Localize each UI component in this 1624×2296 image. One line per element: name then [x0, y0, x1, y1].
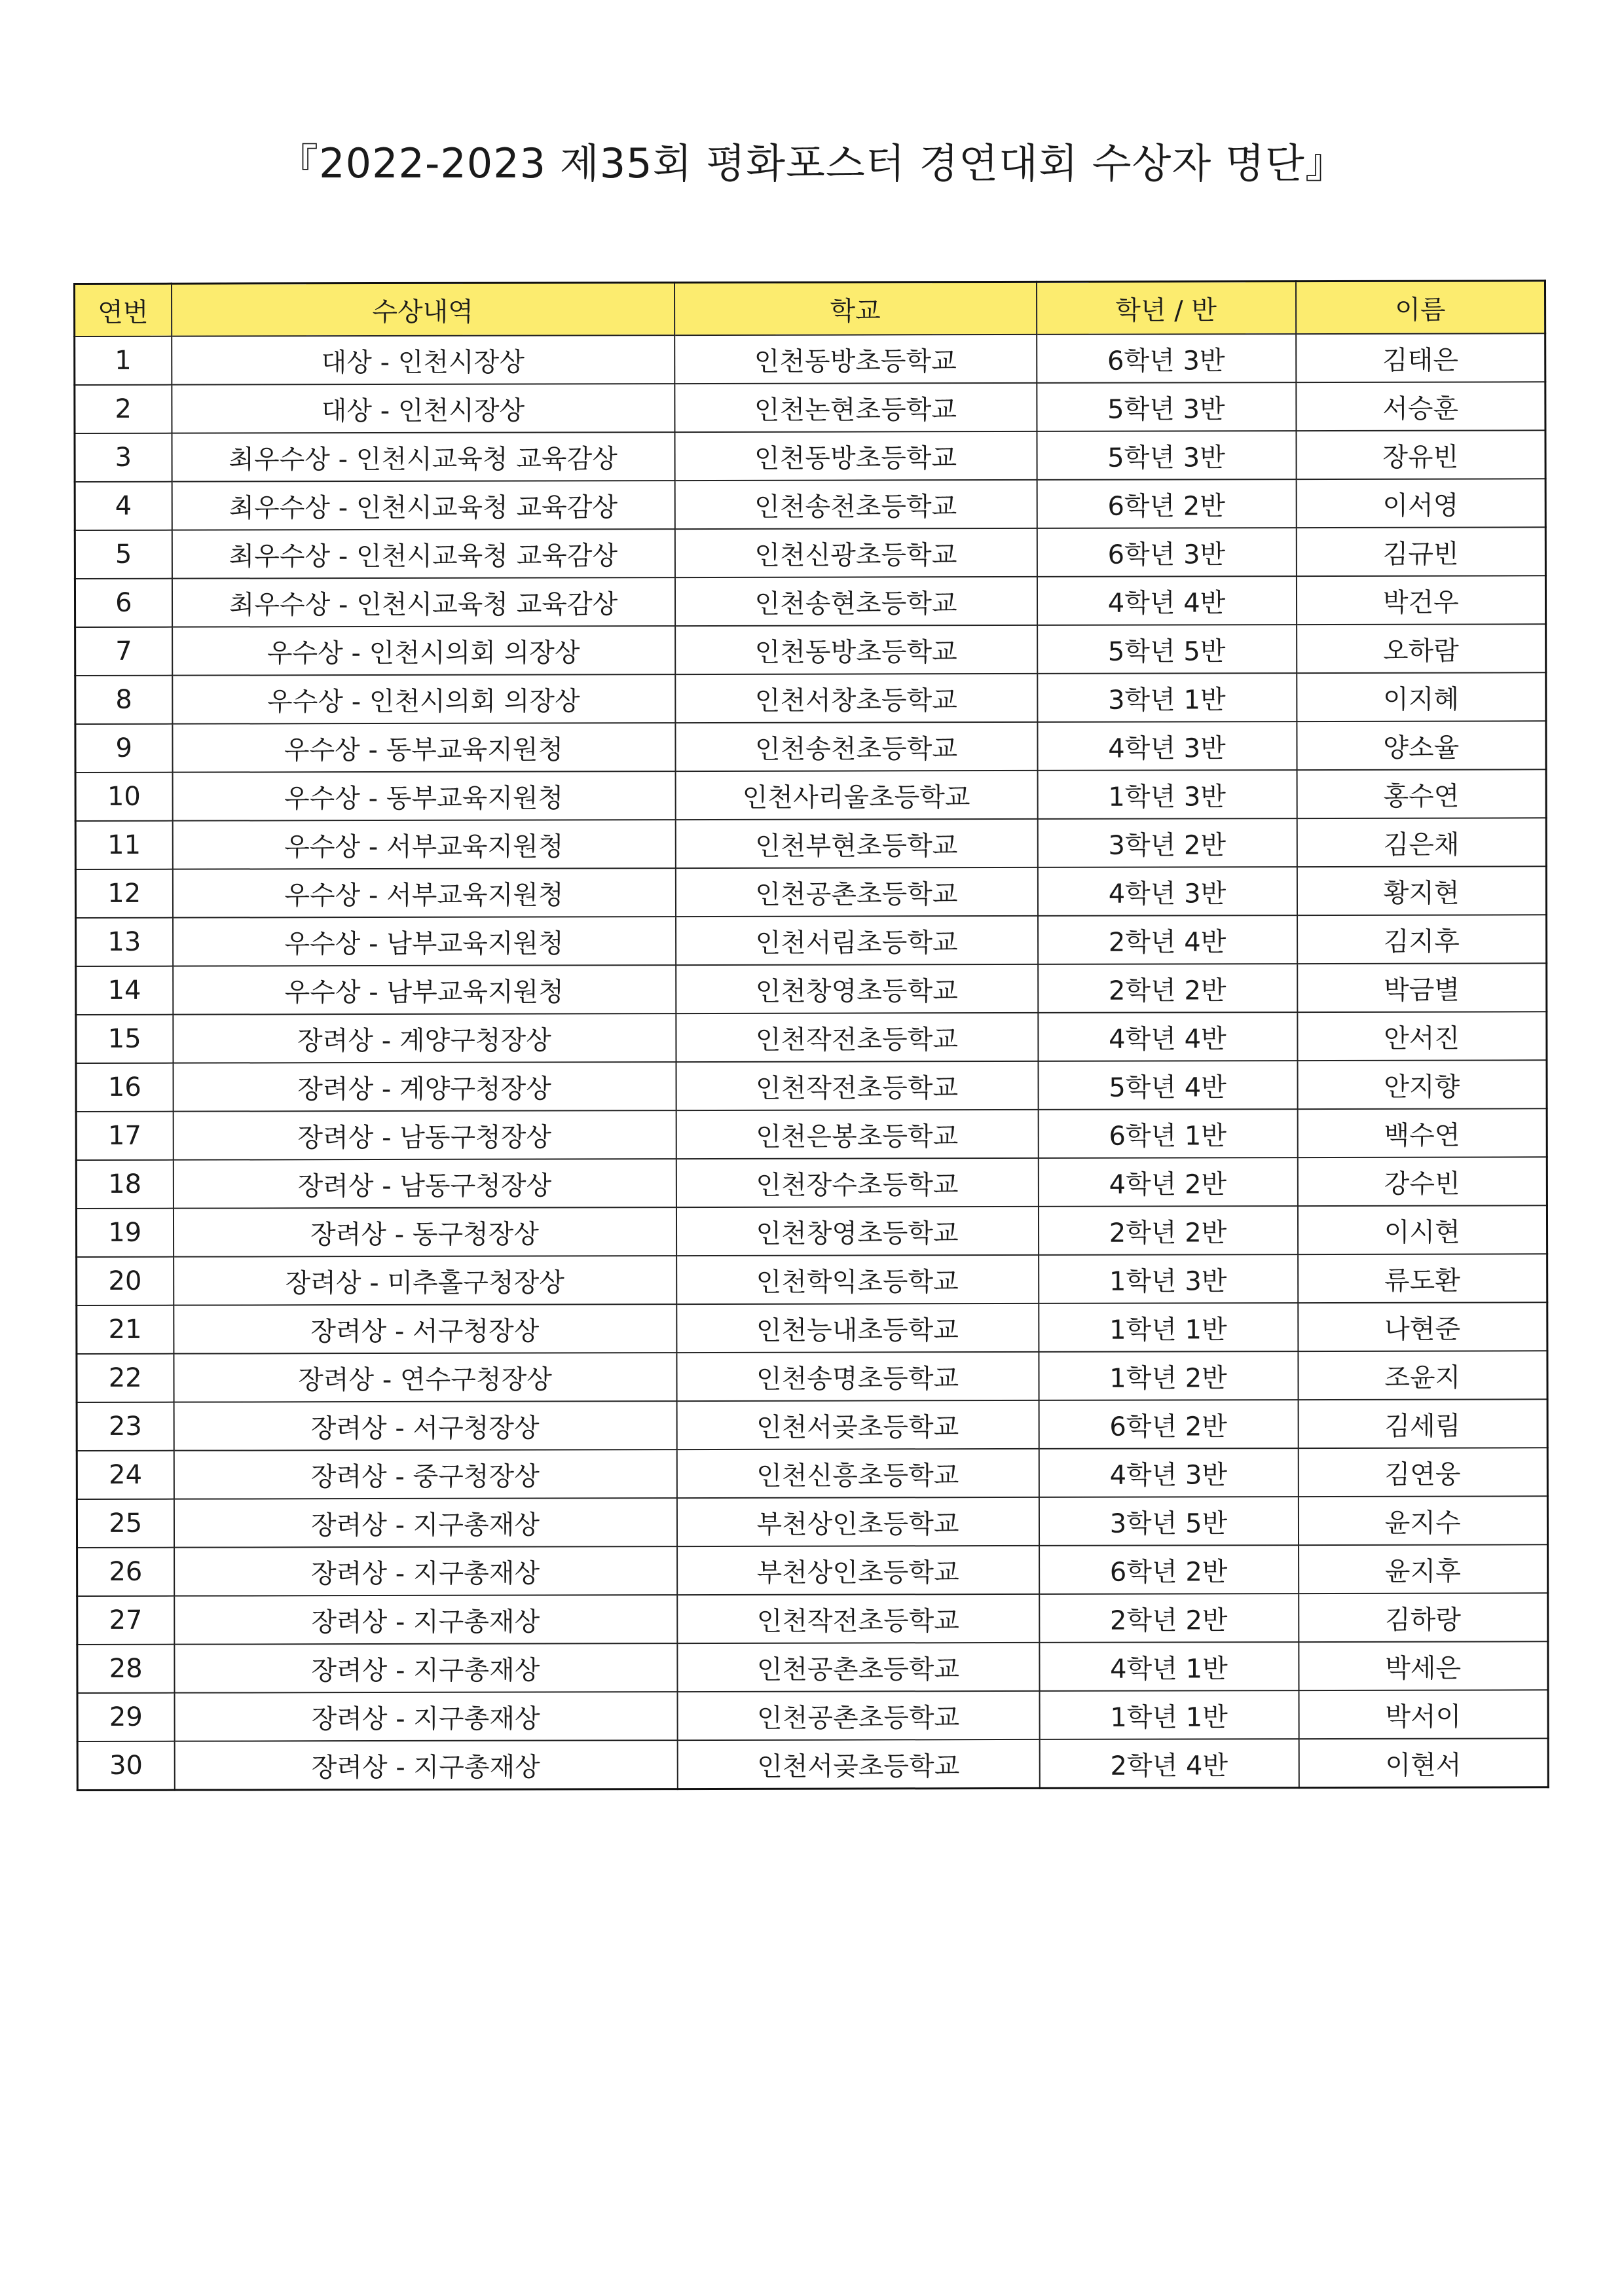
row-number: 12: [75, 869, 172, 918]
school-cell: 인천능내초등학교: [676, 1303, 1039, 1353]
table-row: [75, 333, 1545, 385]
grade-class-cell: 6학년 3반: [1037, 334, 1296, 383]
table-row: [75, 527, 1545, 579]
grade-class-cell: 4학년 1반: [1039, 1642, 1299, 1691]
grade-class-cell: 5학년 3반: [1037, 382, 1296, 431]
row-number: 9: [75, 724, 172, 773]
grade-class-cell: 2학년 2반: [1039, 1594, 1299, 1643]
table-row: [76, 963, 1547, 1015]
name-cell: 이서영: [1296, 479, 1545, 528]
school-cell: 인천학익초등학교: [676, 1255, 1039, 1304]
row-number: 23: [77, 1402, 174, 1451]
column-header-grade-class: 학년 / 반: [1036, 282, 1295, 335]
award-cell: 장려상 - 지구총재상: [174, 1740, 677, 1790]
name-cell: 조윤지: [1298, 1351, 1547, 1400]
table-row: [75, 430, 1545, 482]
name-cell: 장유빈: [1296, 430, 1545, 479]
grade-class-cell: 2학년 4반: [1038, 915, 1297, 964]
grade-class-cell: 6학년 2반: [1039, 1545, 1299, 1594]
school-cell: 부천상인초등학교: [676, 1497, 1039, 1546]
school-cell: 인천창영초등학교: [676, 964, 1038, 1013]
school-cell: 인천송천초등학교: [674, 480, 1037, 529]
name-cell: 박세은: [1299, 1641, 1548, 1690]
column-header-school: 학교: [674, 282, 1037, 335]
grade-class-cell: 4학년 3반: [1037, 721, 1297, 771]
grade-class-cell: 6학년 2반: [1039, 1400, 1298, 1449]
grade-class-cell: 4학년 3반: [1039, 1448, 1298, 1497]
name-cell: 안서진: [1297, 1011, 1547, 1061]
table-row: [75, 866, 1546, 918]
table-row: [77, 1254, 1547, 1305]
table-row: [76, 1205, 1547, 1257]
award-cell: 우수상 - 동부교육지원청: [172, 723, 675, 773]
page-title: 『2022-2023 제35회 평화포스터 경연대회 수상자 명단』: [278, 139, 1346, 187]
row-number: 10: [75, 773, 172, 821]
table-row: [76, 915, 1547, 966]
table-row: [77, 1399, 1547, 1451]
award-cell: 장려상 - 미추홀구청장상: [174, 1256, 676, 1305]
award-cell: 최우수상 - 인천시교육청 교육감상: [172, 577, 674, 627]
table-row: [75, 818, 1546, 869]
school-cell: 부천상인초등학교: [677, 1546, 1039, 1595]
grade-class-cell: 4학년 3반: [1037, 867, 1297, 916]
name-cell: 황지현: [1297, 866, 1546, 915]
row-number: 19: [76, 1209, 173, 1257]
school-cell: 인천사리울초등학교: [675, 771, 1037, 820]
school-cell: 인천작전초등학교: [677, 1594, 1039, 1643]
school-cell: 인천서곶초등학교: [676, 1400, 1039, 1449]
table-row: [75, 479, 1545, 530]
row-number: 30: [77, 1741, 174, 1791]
name-cell: 윤지후: [1299, 1544, 1548, 1594]
school-cell: 인천장수초등학교: [676, 1158, 1038, 1207]
award-cell: 장려상 - 계양구청장상: [173, 1013, 676, 1063]
table-header-row: [75, 281, 1545, 337]
grade-class-cell: 6학년 1반: [1038, 1109, 1297, 1158]
grade-class-cell: 5학년 4반: [1038, 1061, 1297, 1110]
award-cell: 장려상 - 동구청장상: [173, 1207, 676, 1257]
table-row: [76, 1157, 1547, 1209]
award-cell: 장려상 - 지구총재상: [174, 1692, 677, 1741]
name-cell: 윤지수: [1298, 1496, 1547, 1545]
name-cell: 안지향: [1297, 1060, 1547, 1109]
table-row: [76, 1108, 1547, 1160]
award-cell: 장려상 - 남동구청장상: [173, 1159, 676, 1209]
school-cell: 인천송현초등학교: [674, 577, 1037, 626]
grade-class-cell: 4학년 4반: [1038, 1012, 1297, 1061]
school-cell: 인천동방초등학교: [674, 335, 1037, 384]
name-cell: 김연웅: [1298, 1448, 1547, 1497]
school-cell: 인천동방초등학교: [675, 625, 1037, 674]
table-row: [77, 1351, 1547, 1402]
row-number: 25: [77, 1499, 174, 1548]
grade-class-cell: 1학년 2반: [1039, 1351, 1298, 1400]
table-row: [77, 1593, 1548, 1645]
school-cell: 인천공촌초등학교: [677, 1643, 1039, 1692]
name-cell: 김은채: [1297, 818, 1546, 867]
school-cell: 인천송명초등학교: [676, 1352, 1039, 1401]
grade-class-cell: 2학년 2반: [1038, 1206, 1297, 1255]
school-cell: 인천서창초등학교: [675, 674, 1037, 723]
school-cell: 인천공촌초등학교: [677, 1691, 1039, 1740]
row-number: 14: [76, 966, 173, 1015]
award-cell: 우수상 - 남부교육지원청: [173, 917, 676, 966]
row-number: 1: [75, 337, 172, 385]
grade-class-cell: 3학년 1반: [1037, 673, 1297, 722]
award-cell: 장려상 - 서구청장상: [174, 1304, 676, 1354]
award-cell: 우수상 - 서부교육지원청: [172, 868, 675, 918]
grade-class-cell: 1학년 1반: [1039, 1690, 1299, 1740]
school-cell: 인천동방초등학교: [674, 431, 1037, 481]
row-number: 4: [75, 482, 172, 530]
table-row: [77, 1738, 1548, 1790]
grade-class-cell: 4학년 2반: [1038, 1157, 1297, 1207]
table-row: [77, 1448, 1547, 1499]
table-row: [75, 624, 1546, 676]
table-row: [76, 1060, 1547, 1112]
row-number: 26: [77, 1548, 174, 1596]
school-cell: 인천논현초등학교: [674, 383, 1037, 432]
table-row: [77, 1544, 1548, 1596]
award-cell: 장려상 - 지구총재상: [174, 1546, 677, 1596]
name-cell: 양소율: [1297, 721, 1546, 770]
award-cell: 최우수상 - 인천시교육청 교육감상: [172, 432, 674, 482]
name-cell: 류도환: [1298, 1254, 1547, 1303]
name-cell: 박건우: [1296, 575, 1545, 625]
grade-class-cell: 5학년 3반: [1037, 431, 1296, 480]
column-header-award: 수상내역: [172, 283, 674, 337]
row-number: 2: [75, 385, 172, 433]
table-row: [77, 1690, 1548, 1741]
name-cell: 이지혜: [1297, 672, 1546, 721]
grade-class-cell: 5학년 5반: [1037, 625, 1297, 674]
award-cell: 장려상 - 지구총재상: [174, 1643, 677, 1693]
award-cell: 최우수상 - 인천시교육청 교육감상: [172, 529, 674, 579]
name-cell: 이현서: [1299, 1738, 1548, 1787]
name-cell: 나현준: [1298, 1302, 1547, 1351]
column-header-no: 연번: [75, 283, 172, 337]
school-cell: 인천송천초등학교: [675, 722, 1037, 771]
award-cell: 우수상 - 남부교육지원청: [173, 965, 676, 1015]
name-cell: 홍수연: [1297, 769, 1546, 818]
school-cell: 인천부현초등학교: [675, 819, 1037, 868]
name-cell: 김지후: [1297, 915, 1547, 964]
grade-class-cell: 6학년 3반: [1037, 528, 1296, 577]
row-number: 24: [77, 1451, 174, 1499]
award-cell: 최우수상 - 인천시교육청 교육감상: [172, 481, 674, 530]
school-cell: 인천공촌초등학교: [675, 867, 1037, 917]
name-cell: 김세림: [1298, 1399, 1547, 1448]
table-row: [77, 1496, 1547, 1548]
award-cell: 장려상 - 남동구청장상: [173, 1110, 676, 1160]
table-body: [75, 333, 1549, 1790]
name-cell: 이시현: [1297, 1205, 1547, 1254]
award-cell: 장려상 - 연수구청장상: [174, 1353, 676, 1402]
award-cell: 장려상 - 서구청장상: [174, 1401, 676, 1451]
grade-class-cell: 6학년 2반: [1037, 479, 1296, 528]
grade-class-cell: 2학년 4반: [1039, 1739, 1299, 1788]
award-cell: 장려상 - 계양구청장상: [173, 1062, 676, 1112]
row-number: 6: [75, 579, 172, 627]
row-number: 11: [75, 821, 172, 869]
row-number: 22: [77, 1354, 174, 1402]
award-cell: 장려상 - 지구총재상: [174, 1595, 677, 1645]
award-cell: 대상 - 인천시장상: [172, 335, 674, 385]
awards-table: [73, 280, 1549, 1791]
award-cell: 장려상 - 지구총재상: [174, 1498, 676, 1548]
row-number: 15: [76, 1015, 173, 1063]
award-cell: 장려상 - 중구청장상: [174, 1449, 676, 1499]
school-cell: 인천은봉초등학교: [676, 1110, 1038, 1159]
table-row: [75, 672, 1546, 724]
row-number: 21: [77, 1305, 174, 1354]
school-cell: 인천작전초등학교: [676, 1061, 1038, 1110]
table-row: [77, 1302, 1547, 1354]
row-number: 7: [75, 627, 172, 676]
grade-class-cell: 2학년 2반: [1038, 964, 1297, 1013]
name-cell: 박서이: [1299, 1690, 1548, 1739]
award-cell: 우수상 - 동부교육지원청: [172, 771, 675, 821]
row-number: 13: [76, 918, 173, 966]
name-cell: 박금별: [1297, 963, 1547, 1012]
row-number: 16: [76, 1063, 173, 1112]
school-cell: 인천서곶초등학교: [677, 1740, 1039, 1789]
table-row: [75, 382, 1545, 433]
name-cell: 강수빈: [1297, 1157, 1547, 1206]
award-cell: 우수상 - 인천시의회 의장상: [172, 674, 675, 724]
row-number: 18: [76, 1160, 173, 1209]
row-number: 5: [75, 530, 172, 579]
row-number: 28: [77, 1645, 174, 1693]
grade-class-cell: 1학년 3반: [1037, 770, 1297, 819]
grade-class-cell: 1학년 1반: [1039, 1303, 1298, 1352]
table-row: [76, 1011, 1547, 1063]
table-row: [77, 1641, 1548, 1693]
grade-class-cell: 1학년 3반: [1039, 1254, 1298, 1303]
school-cell: 인천서림초등학교: [676, 916, 1038, 965]
row-number: 17: [76, 1112, 173, 1160]
school-cell: 인천작전초등학교: [676, 1013, 1038, 1062]
table-row: [75, 575, 1545, 627]
row-number: 29: [77, 1693, 174, 1741]
table-row: [75, 721, 1546, 773]
grade-class-cell: 3학년 2반: [1037, 818, 1297, 867]
school-cell: 인천신광초등학교: [674, 528, 1037, 577]
column-header-name: 이름: [1295, 281, 1545, 334]
row-number: 27: [77, 1596, 174, 1645]
school-cell: 인천창영초등학교: [676, 1207, 1038, 1256]
name-cell: 백수연: [1297, 1108, 1547, 1157]
name-cell: 김규빈: [1296, 527, 1545, 576]
name-cell: 김하랑: [1299, 1593, 1548, 1642]
grade-class-cell: 4학년 4반: [1037, 576, 1296, 625]
award-cell: 대상 - 인천시장상: [172, 384, 674, 433]
name-cell: 서승훈: [1296, 382, 1545, 431]
grade-class-cell: 3학년 5반: [1039, 1497, 1298, 1546]
award-cell: 우수상 - 인천시의회 의장상: [172, 626, 675, 676]
name-cell: 오하람: [1297, 624, 1546, 673]
row-number: 20: [77, 1257, 174, 1305]
name-cell: 김태은: [1296, 333, 1545, 382]
award-cell: 우수상 - 서부교육지원청: [172, 820, 675, 869]
row-number: 3: [75, 433, 172, 482]
table-row: [75, 769, 1546, 821]
row-number: 8: [75, 676, 172, 724]
school-cell: 인천신흥초등학교: [676, 1449, 1039, 1498]
